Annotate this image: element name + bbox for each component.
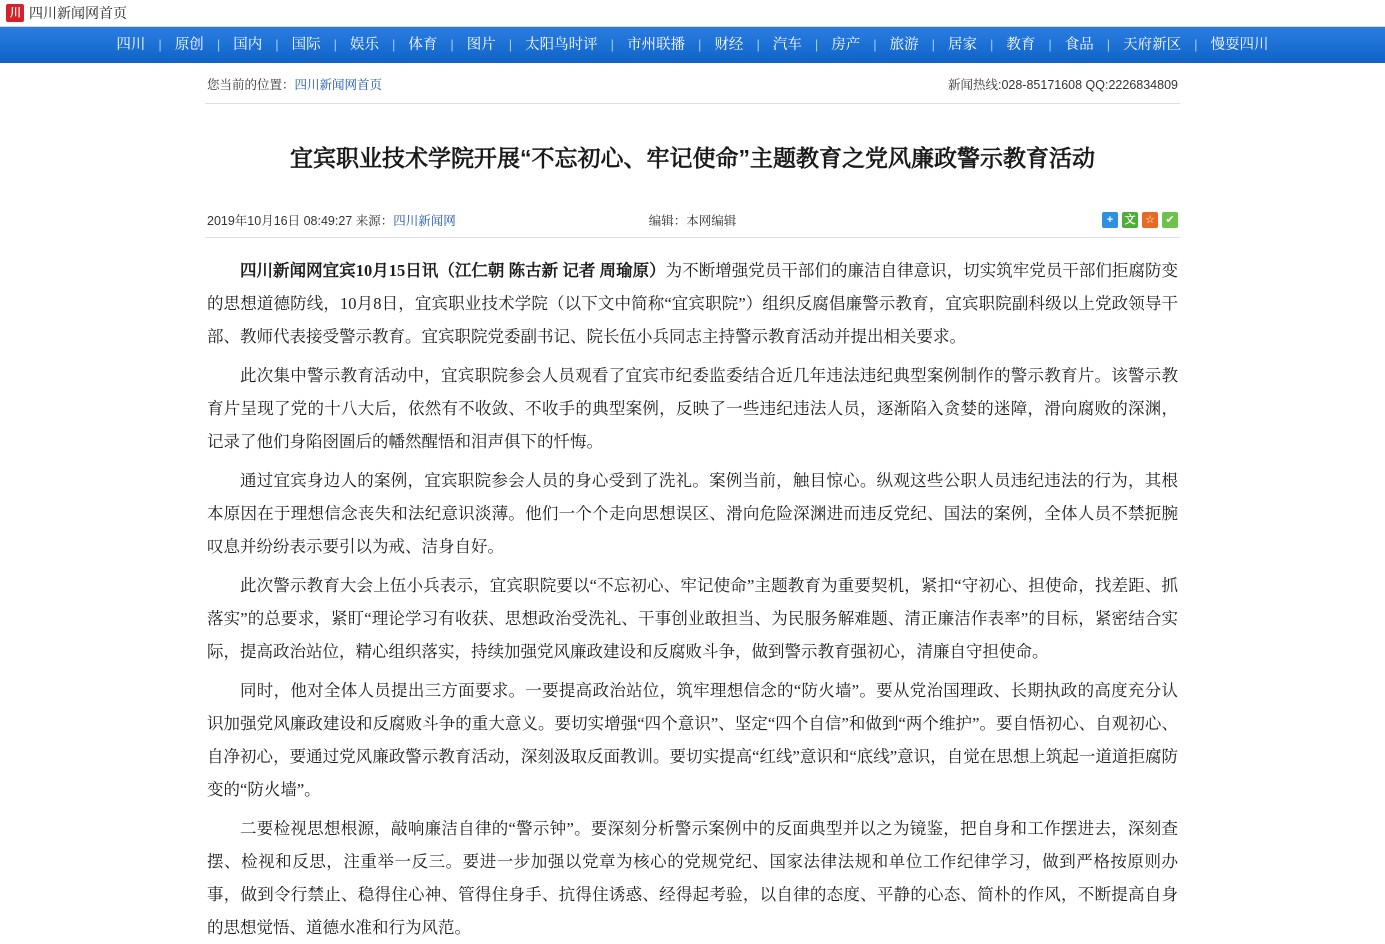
nav-item-4[interactable]: 娱乐 — [349, 37, 379, 53]
site-logo-bar — [0, 0, 1385, 27]
news-hotline: 新闻热线:028-85171608 QQ:2226834809 — [947, 78, 1178, 92]
nav-item-11[interactable]: 房产 — [831, 37, 861, 53]
article-lead-bold: 四川新闻网宜宾10月15日讯（江仁朝 陈古新 记者 周瑜原） — [240, 260, 666, 280]
nav-separator: | — [391, 37, 396, 52]
nav-item-9[interactable]: 财经 — [714, 37, 744, 53]
nav-item-8[interactable]: 市州联播 — [627, 37, 686, 53]
nav-item-12[interactable]: 旅游 — [889, 37, 919, 53]
nav-item-7[interactable]: 太阳鸟时评 — [525, 37, 598, 53]
nav-separator: | — [1194, 37, 1198, 52]
nav-item-17[interactable]: 慢耍四川 — [1210, 37, 1269, 53]
share-buttons — [1102, 212, 1178, 228]
article-paragraph: 此次集中警示教育活动中，宜宾职院参会人员观看了宜宾市纪委监委结合近几年违法违纪典型案例制作的警示教育片。该警示教育片呈现了党的十八大后，依然有不收敛、不收手的典型案例，反映了一些违纪违法人员，逐渐陷入贪婪的迷障，滑向腐败的深渊，记录了他们身陷囹圄后的幡然醒悟和泪声俱下的忏悔。 — [207, 365, 1178, 451]
article-source-prefix: 来源： — [355, 213, 394, 228]
nav-separator: | — [814, 37, 819, 52]
breadcrumb-home-link[interactable]: 四川新闻网首页 — [294, 78, 383, 92]
article-datetime-source — [207, 211, 456, 229]
nav-item-5[interactable]: 体育 — [408, 37, 438, 53]
nav-item-10[interactable]: 汽车 — [772, 37, 802, 53]
content-wrapper — [205, 63, 1180, 944]
nav-separator: | — [216, 37, 221, 52]
nav-item-13[interactable]: 居家 — [948, 37, 977, 53]
nav-separator: | — [1106, 37, 1111, 52]
page-title: 宜宾职业技术学院开展“不忘初心、牢记使命”主题教育之党风廉政警示教育活动 — [290, 145, 1095, 172]
qzone-icon[interactable]: ✔ — [1162, 212, 1178, 228]
nav-items-container — [103, 27, 1281, 63]
site-logo-text[interactable]: 四川新闻网首页 — [29, 5, 127, 21]
nav-separator: | — [158, 37, 162, 52]
article-body — [205, 238, 1180, 944]
breadcrumb — [205, 63, 1180, 104]
nav-separator: | — [508, 37, 513, 52]
nav-separator: | — [990, 37, 994, 52]
nav-separator: | — [610, 37, 615, 52]
nav-separator: | — [333, 37, 337, 52]
share-plus-icon[interactable]: + — [1102, 212, 1118, 228]
nav-separator: | — [931, 37, 935, 52]
weibo-icon[interactable]: ☆ — [1142, 212, 1158, 228]
article-paragraph: 通过宜宾身边人的案例，宜宾职院参会人员的身心受到了洗礼。案例当前，触目惊心。纵观这些公职人员违纪违法的行为，其根本原因在于理想信念丧失和法纪意识淡薄。他们一个个走向思想误区、滑向危险深渊进而违反党纪、国法的案例，全体人员不禁扼腕叹息并纷纷表示要引以为戒、洁身自好。 — [207, 470, 1178, 556]
nav-item-2[interactable]: 国内 — [233, 37, 263, 53]
nav-separator: | — [873, 37, 877, 52]
article-editor: 编辑：本网编辑 — [648, 213, 737, 228]
wechat-icon[interactable]: 文 — [1122, 212, 1138, 228]
nav-separator: | — [1048, 37, 1052, 52]
nav-item-3[interactable]: 国际 — [291, 37, 321, 53]
nav-item-16[interactable]: 天府新区 — [1123, 37, 1182, 53]
nav-item-1[interactable]: 原创 — [174, 37, 204, 53]
article-meta — [205, 207, 1180, 238]
article-datetime: 2019年10月16日 08:49:27 — [207, 213, 353, 228]
nav-item-0[interactable]: 四川 — [116, 37, 146, 53]
breadcrumb-prefix: 您当前的位置： — [207, 78, 295, 92]
article-paragraph: 二要检视思想根源，敲响廉洁自律的“警示钟”。要深刻分析警示案例中的反面典型并以之为镜鉴，把自身和工作摆进去，深刻查摆、检视和反思，注重举一反三。要进一步加强以党章为核心的党规党纪、国家法律法规和单位工作纪律学习，做到严格按原则办事，做到令行禁止、稳得住心神、管得住身手、抗得住诱惑、经得起考验，以自律的态度、平静的心态、简朴的作风，不断提高自身的思想觉悟、道德水准和行为风范。 — [207, 818, 1178, 937]
nav-item-6[interactable]: 图片 — [466, 37, 496, 53]
article-paragraph-text: 为不断增强党员干部们的廉洁自律意识，切实筑牢党员干部们拒腐防变的思想道德防线，10月8日，宜宾职业技术学院（以下文中简称“宜宾职院”）组织反腐倡廉警示教育，宜宾职院副科级以上党政领导干部、教师代表接受警示教育。宜宾职院党委副书记、院长伍小兵同志主持警示教育活动并提出相关要求。 — [207, 260, 1179, 346]
breadcrumb-left — [207, 75, 382, 93]
main-navigation — [0, 27, 1385, 63]
article-source-link[interactable]: 四川新闻网 — [393, 213, 456, 228]
article-paragraph — [207, 254, 1178, 353]
nav-separator: | — [756, 37, 760, 52]
article-paragraph: 同时，他对全体人员提出三方面要求。一要提高政治站位，筑牢理想信念的“防火墙”。要从党治国理政、长期执政的高度充分认识加强党风廉政建设和反腐败斗争的重大意义。要切实增强“四个意识”、坚定“四个自信”和做到“两个维护”。要自悟初心、自观初心、自净初心，要通过党风廉政警示教育活动，深刻汲取反面教训。要切实提高“红线”意识和“底线”意识，自觉在思想上筑起一道道拒腐防变的“防火墙”。 — [207, 680, 1178, 799]
nav-separator: | — [450, 37, 454, 52]
site-logo-icon: 川 — [6, 4, 24, 22]
nav-item-14[interactable]: 教育 — [1006, 37, 1036, 53]
nav-separator: | — [275, 37, 279, 52]
article-paragraph: 此次警示教育大会上伍小兵表示，宜宾职院要以“不忘初心、牢记使命”主题教育为重要契机，紧扣“守初心、担使命，找差距、抓落实”的总要求，紧盯“理论学习有收获、思想政治受洗礼、干事创业敢担当、为民服务解难题、清正廉洁作表率”的目标，紧密结合实际，提高政治站位，精心组织落实，持续加强党风廉政建设和反腐败斗争，做到警示教育强初心，清廉自守担使命。 — [207, 575, 1178, 661]
nav-separator: | — [698, 37, 702, 52]
nav-item-15[interactable]: 食品 — [1064, 37, 1094, 53]
